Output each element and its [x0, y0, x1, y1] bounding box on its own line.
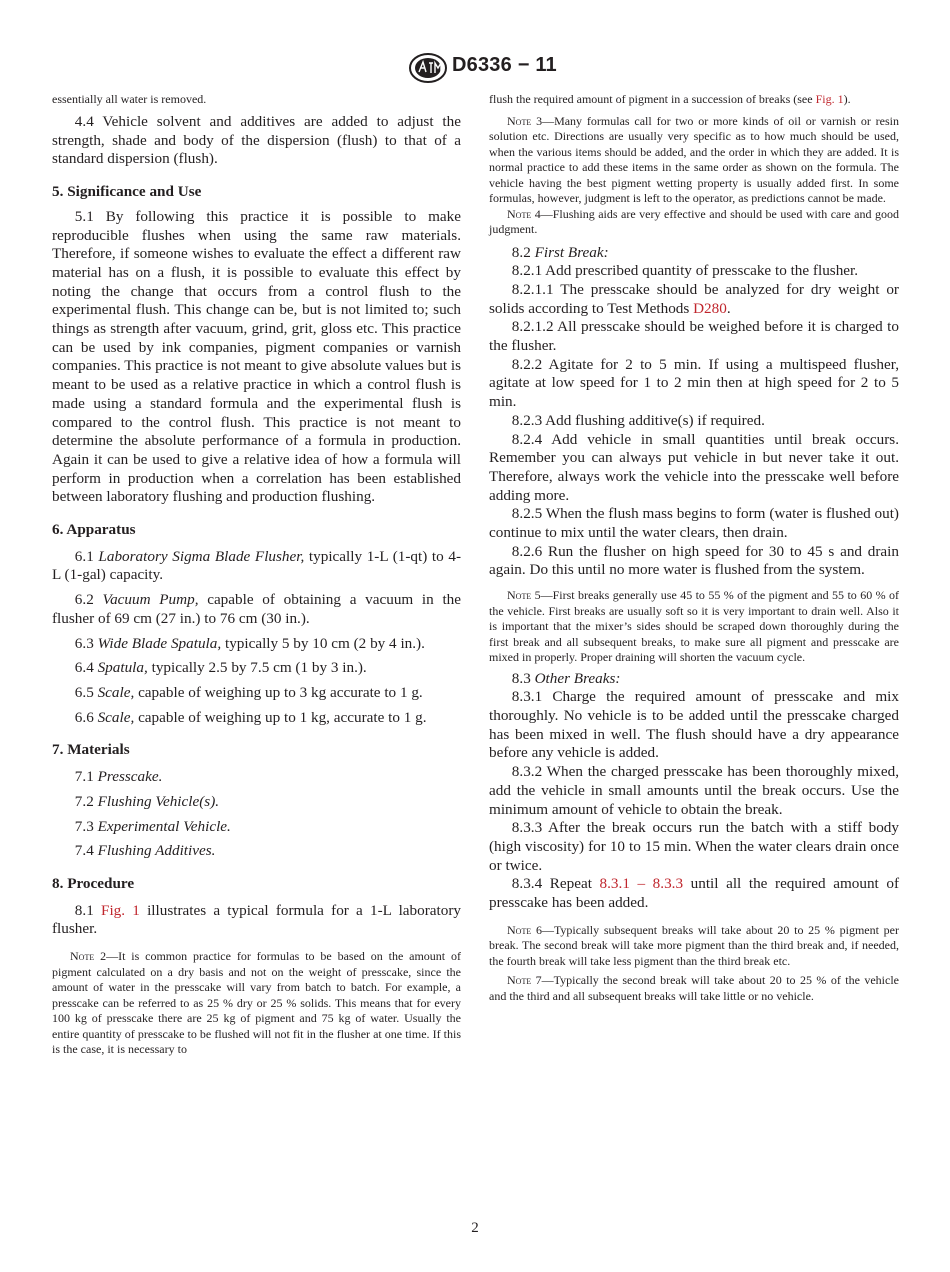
section-6-6: 6.6 Scale, capable of weighing up to 1 kg, accurate to 1 g.	[74, 708, 427, 726]
section-6-2: 6.2 Vacuum Pump, capable of obtaining a vacuum in the flusher of 69 cm (27 in.) to 76 cm (30 in.).	[52, 591, 461, 627]
note-5: Note 5—First breaks generally use 45 to 55 % of the pigment and 55 to 60 % of the vehicle. First breaks are usually soft so it is very important to drain well. Also it is important that the mixer’s sides should be scraped down thoroughly during the first break and all subsequent breaks, to make sure all pigment and presscake are mixed in properly. Proper draining will shorten the vacuum cycle.	[489, 588, 899, 665]
note-4: Note 4—Flushing aids are very effective and should be used with care and good judgment.	[489, 206, 899, 236]
section-8-3-4: 8.3.4 Repeat 8.3.1 – 8.3.3 until all the required amount of presscake has been added.	[489, 875, 900, 912]
page-number: 2	[471, 1220, 479, 1236]
section-5-1: 5.1 By following this practice it is possible to make reproducible flushes when using the same raw materials. Therefore, if someone wishes to evaluate the effect a different raw material has on a flush, it is possible to evaluate this effect by noting the change that occurs from a control flush to the experimental flush. This change can be, but is not limited to; such things as strength after vacuum, grind, grit, gloss etc. This practice can be used by ink companies, pigment companies or varnish companies. This practice is not meant to give absolute values but is meant to be used as a relative practice in which a control flush is made using a standard formula and the experimental flush is compared to the control flush. This practice is not meant to determine the absolute performance of a formula in production. Again it can be used to give a relative idea of how a formula will perform in production when a correlation has been established between laboratory flushing and production flushing.	[52, 207, 461, 506]
section-8-2-3: 8.2.3 Add flushing additive(s) if required.	[511, 411, 765, 429]
page-header	[0, 52, 950, 86]
left-column	[52, 92, 461, 1058]
fig-1-link-right[interactable]: Fig. 1	[815, 92, 844, 106]
section-8-2: 8.2 First Break:	[511, 243, 609, 261]
astm-logo-icon	[408, 52, 448, 84]
heading-significance-and-use: 5. Significance and Use	[52, 183, 202, 201]
document-designation: D6336 − 11	[452, 54, 557, 76]
heading-materials: 7. Materials	[52, 741, 130, 759]
section-7-4: 7.4 Flushing Additives.	[74, 842, 216, 860]
section-8-2-6: 8.2.6 Run the flusher on high speed for 30 to 45 s and drain again. Do this until no more water is flushed from the system.	[489, 542, 899, 579]
section-8-2-1-1: 8.2.1.1 The presscake should be analyzed for dry weight or solids according to Test Methods D280.	[489, 280, 899, 317]
paragraph-continuation-right: flush the required amount of pigment in a succession of breaks (see Fig. 1).	[489, 92, 851, 106]
section-7-2: 7.2 Flushing Vehicle(s).	[74, 792, 220, 810]
section-6-1: 6.1 Laboratory Sigma Blade Flusher, typically 1-L (1-qt) to 4-L (1-gal) capacity.	[52, 547, 461, 584]
section-7-3: 7.3 Experimental Vehicle.	[74, 817, 231, 835]
section-6-4: 6.4 Spatula, typically 2.5 by 7.5 cm (1 by 3 in.).	[74, 659, 367, 677]
section-7-1: 7.1 Presscake.	[74, 768, 163, 786]
d280-link[interactable]: D280	[693, 299, 727, 317]
section-8-2-1: 8.2.1 Add prescribed quantity of presscake to the flusher.	[511, 262, 859, 280]
note-7: Note 7—Typically the second break will take about 20 to 25 % of the vehicle and the third and all subsequent breaks will take little or no vehicle.	[489, 973, 899, 1003]
section-8-2-2: 8.2.2 Agitate for 2 to 5 min. If using a multispeed flusher, agitate at low speed for 1 to 2 min then at high speed for 2 to 5 min.	[489, 355, 899, 411]
section-8-2-1-2: 8.2.1.2 All presscake should be weighed before it is charged to the flusher.	[489, 318, 899, 355]
paragraph-continuation: essentially all water is removed.	[52, 92, 207, 106]
section-range-link[interactable]: 8.3.1 – 8.3.3	[599, 875, 684, 893]
section-6-3: 6.3 Wide Blade Spatula, typically 5 by 10 cm (2 by 4 in.).	[74, 634, 425, 652]
section-6-5: 6.5 Scale, capable of weighing up to 3 kg accurate to 1 g.	[74, 683, 423, 701]
note-3: Note 3—Many formulas call for two or more kinds of oil or varnish or resin solution etc. Directions are usually very specific as to how much should be used, when the various items should be added, and the order in which they are added. It is normal practice to add these items in the same order as shown on the formula. The vehicle having the best pigment wetting property is usually added first. In some formulas, however, judgment is left to the operator, as predictions cannot be made.	[489, 113, 899, 205]
section-8-3-2: 8.3.2 When the charged presscake has been thoroughly mixed, add the vehicle in small amounts until the break occurs. Use the minimum amount of vehicle to obtain the break.	[489, 763, 899, 818]
right-column	[489, 92, 899, 1004]
section-8-2-5: 8.2.5 When the flush mass begins to form (water is flushed out) continue to mix until the water clears, then drain.	[489, 505, 899, 542]
section-4-4: 4.4 Vehicle solvent and additives are added to adjust the strength, shade and body of the dispersion (flush) to that of a standard dispersion (flush).	[52, 113, 461, 168]
section-8-3-1: 8.3.1 Charge the required amount of presscake and mix thoroughly. No vehicle is to be added until the presscake charged has been mixed in well. The flush should have a dry appearance before any vehicle is added.	[489, 688, 899, 762]
note-6: Note 6—Typically subsequent breaks will take about 20 to 25 % pigment per break. The second break will take more pigment than the third break and, if needed, the fourth break will take less pigment than the third break etc.	[489, 922, 899, 968]
note-2: Note 2—It is common practice for formulas to be based on the amount of pigment calculated on a dry basis and not on the weight of presscake, since the amount of water in the presscake will vary from batch to batch. For example, a presscake can be referred to as 25 % dry or 25 % solids. This means that for every 100 kg of presscake there are 25 kg of pigment and 75 kg of water. Usually the entire quantity of presscake to be flushed will not fit in the flusher at one time. If this is the case, it is necessary to	[52, 949, 461, 1057]
fig-1-link[interactable]: Fig. 1	[101, 901, 140, 919]
section-8-2-4: 8.2.4 Add vehicle in small quantities until break occurs. Remember you can always put vehicle in but never take it out. Therefore, always work the vehicle into the presscake well before adding more.	[489, 430, 899, 504]
heading-apparatus: 6. Apparatus	[52, 521, 136, 539]
section-8-3-3: 8.3.3 After the break occurs run the batch with a stiff body (high viscosity) for 10 to 15 min. When the water clears drain once or twice.	[489, 819, 899, 874]
section-8-1: 8.1 Fig. 1 illustrates a typical formula for a 1-L laboratory flusher.	[52, 901, 461, 938]
section-8-3: 8.3 Other Breaks:	[511, 669, 621, 687]
heading-procedure: 8. Procedure	[52, 874, 135, 892]
